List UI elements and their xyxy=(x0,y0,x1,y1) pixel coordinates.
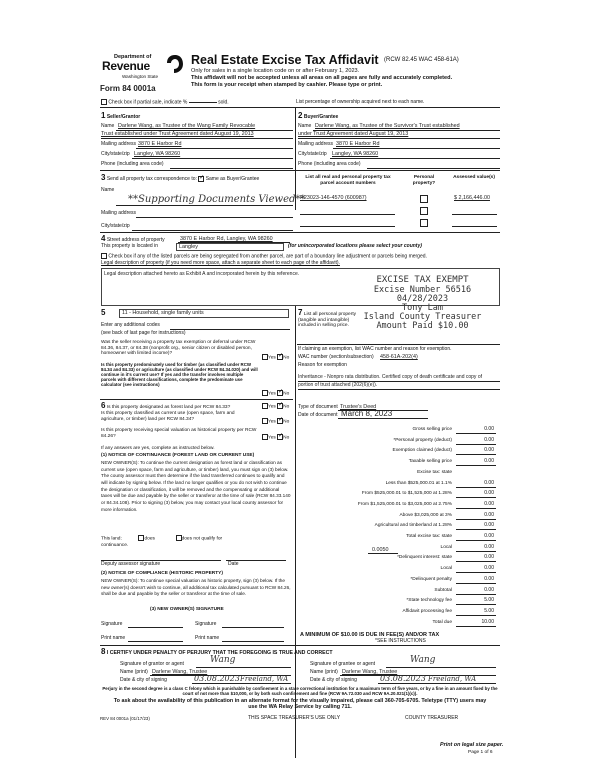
grantor-date-value[interactable]: 03.08.2023 xyxy=(194,674,240,683)
tax-row-value[interactable]: 10.00 xyxy=(481,619,494,625)
buyer-heading: 2 Buyer/Grantee xyxy=(298,111,339,120)
grantor-sig-label: Signature of grantor or agent xyxy=(120,661,184,667)
tax-row-label: Local xyxy=(440,545,452,550)
tax-row-label: *Personal property (deduct) xyxy=(393,438,452,443)
treasurer-use-label: THIS SPACE TREASURER'S USE ONLY xyxy=(248,715,341,721)
tax-row-value[interactable]: 0.00 xyxy=(484,565,494,571)
corr-name-label: Name xyxy=(101,187,115,193)
doc-date-value[interactable]: March 8, 2023 xyxy=(341,409,393,418)
ownership-note: List percentage of ownership acquired next to each name. xyxy=(296,99,425,105)
tax-row-value[interactable]: 0.00 xyxy=(484,490,494,496)
tax-row-label: Gross selling price xyxy=(412,427,452,432)
same-as-buyer-checkbox[interactable] xyxy=(198,176,204,182)
doc-date-label: Date of document xyxy=(298,412,338,418)
deputy-date-label: Date xyxy=(228,561,239,567)
tax-row-value[interactable]: 5.00 xyxy=(484,597,494,603)
buyer-mailing-value[interactable]: 3870 E Harbor Rd xyxy=(336,141,380,147)
stamp-line-5: Island County Treasurer xyxy=(363,312,482,323)
dept-of-label: Department of xyxy=(114,54,152,60)
stamp-line-4: Tony Lam xyxy=(402,303,443,314)
wac-value[interactable]: 458-61A-202(4) xyxy=(380,354,418,360)
forest-no-checkbox[interactable] xyxy=(277,403,283,409)
seller-name-line2[interactable]: Trust established under Trust Agreement dated August 19, 2013 xyxy=(101,131,254,137)
page-number: Page 1 of 6 xyxy=(468,750,493,755)
tax-row-value[interactable]: 0.00 xyxy=(484,576,494,582)
segregated-row: Check box if any of the listed parcels are being segregated from another parcel, are part of a boundary line adjustment or parcels being merged. xyxy=(101,253,427,260)
tax-row-label: Exemption claimed (deduct) xyxy=(392,448,452,453)
grantee-sig-label: Signature of grantee or agent xyxy=(310,661,376,667)
form-statute: (RCW 82.45 WAC 458-61A) xyxy=(384,57,459,63)
assessed-value-col-header: Assessed value(s) xyxy=(453,175,495,180)
partial-sale-checkbox[interactable] xyxy=(101,99,107,105)
historic-question: Is this property receiving special valuation as historical property per RCW 84.26? xyxy=(101,428,257,439)
tax-row-label: Local xyxy=(440,566,452,571)
personal-property-checkbox-2[interactable] xyxy=(420,207,428,215)
seller-city-label: City/state/zip xyxy=(101,151,130,157)
revision-label: REV 84 0001a (01/17/23) xyxy=(100,716,150,721)
partial-sale-row xyxy=(101,99,229,106)
section-7-row: 7 List all personal property (tangible and intangible) included in selling price. xyxy=(298,308,357,329)
tax-row-label: Excise tax: state xyxy=(417,470,452,475)
seller-name-line1[interactable]: Darlene Wang, as Trustee of the Wang Family Revocable xyxy=(118,123,256,129)
tax-row-value[interactable]: 0.00 xyxy=(484,512,494,518)
new-owner-signature-heading: (3) NEW OWNER(S) SIGNATURE xyxy=(150,607,224,612)
historic-no-checkbox[interactable] xyxy=(277,434,283,440)
notice-2-title: (2) NOTICE OF COMPLIANCE (HISTORIC PROPERTY) xyxy=(101,571,223,576)
tax-row-value[interactable]: 0.00 xyxy=(484,458,494,464)
exemption-question: Was the seller receiving a property tax exemption or deferral under RCW 84.36, 84.37, or 84.38 (nonprofit org., senior citizen or disabled person, homeowner with limited income)? xyxy=(101,340,256,357)
if-yes-note: If any answers are yes, complete as instructed below. xyxy=(101,446,215,451)
forest-question-row: 6 Is this property designated as forest land per RCW 84.33? xyxy=(101,401,231,410)
treasurer-stamp xyxy=(355,276,490,332)
personal-property-checkbox-1[interactable] xyxy=(420,195,428,203)
tax-row-value[interactable]: 0.00 xyxy=(484,447,494,453)
grantee-name-value[interactable]: Darlene Wang, Trustee xyxy=(342,669,398,675)
stamp-line-2: Excise Number 56516 xyxy=(373,284,472,295)
forest-yes-no: Yes ✓ No xyxy=(262,403,289,410)
tax-row-label: Above $3,025,000 at 3% xyxy=(399,513,452,518)
perjury-notice: Perjury in the second degree is a class C felony which is punishable by confinement in a state correctional institution for a maximum term of five years, or by a fine in an amount fixed by the court of not more than $10,000, or by both such confinement and fine (RCW 9A.72.030 and RCW 9A.20.021(1)(c)). xyxy=(102,686,498,697)
located-select[interactable]: Langley xyxy=(176,243,284,251)
buyer-name-line1[interactable]: Darlene Wang, as Trustee of the Survivor's Trust established xyxy=(315,123,460,129)
buyer-mailing-label: Mailing address xyxy=(298,141,334,147)
tax-row-label: Agricultural and timberland at 1.28% xyxy=(374,523,452,528)
section-5-number: 5 xyxy=(101,308,106,317)
land-use-select[interactable]: 11 - Household, single family units xyxy=(119,309,289,318)
form-number: Form 84 0001a xyxy=(100,84,156,93)
stamp-line-3: 04/28/2023 xyxy=(396,293,449,304)
doc-type-label: Type of document xyxy=(298,404,338,410)
tax-row-value[interactable]: 0.00 xyxy=(484,533,494,539)
seller-mailing-label: Mailing address xyxy=(101,141,137,147)
local-rate-value[interactable]: 0.0050 xyxy=(372,547,389,553)
street-row: 4 Street address of property xyxy=(101,234,165,243)
parcel-number-1[interactable]: R23023-146-4570 (600987) xyxy=(300,195,367,201)
grantee-date-value[interactable]: 03.08.2023 xyxy=(380,674,426,683)
tax-row-value[interactable]: 0.00 xyxy=(484,544,494,550)
notice-2-text: NEW OWNER(S): To continue special valuation as historic property, sign (3) below. If the new owner(s) doesn't wish to continue, all additional tax calculated pursuant to RCW 84.26, shall be due and payable by the seller or transferor at the time of sale. xyxy=(101,578,291,597)
exemption-claim-text: If claiming an exemption, list WAC number and reason for exemption. xyxy=(298,346,452,352)
assessed-value-1[interactable]: $ 2,166,446.00 xyxy=(454,195,490,201)
tax-row-label: *State technology fee xyxy=(406,598,452,603)
legal-desc-value: Legal description attached hereto as Exhibit A and incorporated herein by this reference. xyxy=(104,271,300,277)
tax-row-label: Taxable selling price xyxy=(408,459,452,464)
grantee-signature[interactable]: Wang xyxy=(410,655,436,665)
tax-row-value[interactable]: 0.00 xyxy=(484,587,494,593)
grantor-date-label: Date & city of signing xyxy=(120,677,167,683)
tax-row-label: Affidavit processing fee xyxy=(402,609,452,614)
timber-no-checkbox[interactable] xyxy=(277,390,283,396)
tax-row-label: From $525,000.01 to $1,525,000 at 1.28% xyxy=(361,491,452,496)
seller-heading: 1 Seller/Grantor xyxy=(101,111,141,120)
notice-1-title: (1) NOTICE OF CONTINUANCE (FOREST LAND OR CURRENT USE) xyxy=(101,453,255,458)
grantor-city-value[interactable]: Freeland, WA xyxy=(240,675,289,683)
see-instructions-note: *SEE INSTRUCTIONS xyxy=(375,638,426,644)
corr-city-label: City/state/zip xyxy=(101,223,130,229)
form-title: Real Estate Excise Tax Affidavit xyxy=(191,53,379,67)
header-note-1: Only for sales in a single location code on or after February 1, 2023. xyxy=(191,68,360,74)
located-label: This property is located in xyxy=(101,243,158,249)
minimum-due-note: A MINIMUM OF $10.00 IS DUE IN FEE(S) AND/OR TAX xyxy=(300,632,440,638)
grantee-name-label: Name (print) xyxy=(310,669,338,675)
alt-format-notice: To ask about the availability of this publication in an alternate format for the visually impaired, please call 360-705-6705. Teletype (TTY) users may use the WA Relay Service by calling 711. xyxy=(113,698,487,711)
tax-row-value[interactable]: 0.00 xyxy=(484,426,494,432)
partial-sold-label: sold. xyxy=(218,99,229,106)
grantor-signature[interactable]: Wang xyxy=(210,655,236,665)
located-note: (for unincorporated locations please select your county) xyxy=(288,243,422,249)
seller-phone-label: Phone (including area code) xyxy=(101,161,164,167)
historic-yes-no: Yes ✓ No xyxy=(262,434,289,441)
grantee-city-value[interactable]: Freeland, WA xyxy=(428,675,477,683)
header-note-3: This form is your receipt when stamped by cashier. Please type or print. xyxy=(191,82,383,88)
seller-name-label: Name xyxy=(101,123,115,129)
reason-value[interactable]: Inheritance - Nonpro rata distribution. Certified copy of death certificate and copy of portion of trust attached (202(6)(e)). xyxy=(298,374,482,388)
header-note-2: This affidavit will not be accepted unless all areas on all pages are fully and accurately completed. xyxy=(191,75,453,81)
exemption-yes-no: Yes ✓ No xyxy=(262,354,289,361)
tax-row-value[interactable]: 5.00 xyxy=(484,608,494,614)
seller-city-value[interactable]: Langley, WA 98260 xyxy=(134,151,181,157)
street-address-value[interactable]: 3870 E Harbor Rd, Langley, WA 98260 xyxy=(180,236,273,242)
buyer-name-line2[interactable]: under Trust Agreement dated August 19, 2013 xyxy=(298,131,409,137)
personal-property-checkbox-3[interactable] xyxy=(420,219,428,227)
county-treasurer-label: COUNTY TREASURER xyxy=(405,715,459,721)
timber-question: Is this property predominately used for timber (as classified under RCW 84.34 and 84.33) or agriculture (as classified under RCW 84.34.020) and will continue in it's current use? If yes and the transfer involves multiple parcels with different classifications, complete the predominate use calculator (see instructions) xyxy=(101,362,258,388)
tax-row-label: Subtotal xyxy=(434,588,452,593)
tax-row-value[interactable]: 0.00 xyxy=(484,437,494,443)
dept-revenue-label: Revenue xyxy=(102,59,150,73)
timber-yes-no: Yes ✓ No xyxy=(262,390,289,397)
dept-state-label: Washington State xyxy=(122,74,159,79)
open-space-no-checkbox[interactable] xyxy=(277,418,283,424)
doc-type-value[interactable]: Trustee's Deed xyxy=(340,404,377,410)
seller-mailing-value[interactable]: 3870 E Harbor Rd xyxy=(138,141,182,147)
new-owner-signature-2-label: Signature xyxy=(195,621,217,627)
correspondence-heading: 3 Send all property tax correspondence to: ✓ Same as Buyer/Grantee xyxy=(101,173,259,183)
buyer-phone-label: Phone (including area code) xyxy=(298,161,361,167)
new-owner-print-2-label: Print name xyxy=(195,635,220,641)
supporting-docs-stamp: **Supporting Documents Viewed** xyxy=(128,194,306,205)
tax-row-label: Total excise tax: state xyxy=(406,534,452,539)
grantee-date-label: Date & city of signing xyxy=(310,677,357,683)
grantor-name-value[interactable]: Darlene Wang, Trustee xyxy=(152,669,208,675)
continuance-label: continuance. xyxy=(101,543,129,548)
wac-label: WAC number (section/subsection) xyxy=(298,354,374,360)
tax-row-value[interactable]: 0.00 xyxy=(484,554,494,560)
dor-emblem-icon xyxy=(166,54,184,74)
tax-row-label: Total due xyxy=(432,620,452,625)
tax-row-label: Less than $525,000.01 at 1.1% xyxy=(385,481,452,486)
new-owner-signature-1-label: Signature xyxy=(101,621,123,627)
certify-heading: 8 I CERTIFY UNDER PENALTY OF PERJURY THAT THE FOREGOING IS TRUE AND CORRECT xyxy=(101,647,333,656)
tax-row-value[interactable]: 0.00 xyxy=(484,522,494,528)
notice-1-text: NEW OWNER(S): To continue the current designation as forest land or classification as current use (open space, farm and agriculture, or timber) land, you must sign on (3) below. The county assessor must then determine if the land transferred continues to qualify and will indicate by signing below. If the land no longer qualifies or you do not wish to continue the designation or classification, it will be removed and the compensating or additional taxes will be due and payable by the seller or transferor at the time of sale (RCW 84.33.140 or 84.34.108). Prior to signing (3) below, you may contact your local county assessor for more information. xyxy=(101,460,291,512)
buyer-city-value[interactable]: Langley, WA 98260 xyxy=(332,151,379,157)
tax-row-value[interactable]: 0.00 xyxy=(484,480,494,486)
grantor-name-label: Name (print) xyxy=(120,669,148,675)
tax-row-value[interactable]: 0.00 xyxy=(484,501,494,507)
personal-property-col-header: Personal property? xyxy=(412,175,436,186)
open-space-question: Is this property classified as current use (open space, farm and agriculture, or timber) land per RCW 84.34? xyxy=(101,411,235,422)
stamp-line-6: Amount Paid $10.00 xyxy=(376,321,469,332)
corr-mailing-label: Mailing address xyxy=(101,210,137,216)
exemption-no-checkbox[interactable] xyxy=(277,354,283,360)
personal-property-box[interactable] xyxy=(298,330,500,342)
new-owner-print-1-label: Print name xyxy=(101,635,126,641)
see-back-label: (see back of last page for instructions) xyxy=(101,330,186,336)
segregated-checkbox[interactable] xyxy=(101,253,107,259)
deputy-signature-label: Deputy assessor signature xyxy=(101,561,161,567)
buyer-city-label: City/state/zip xyxy=(298,151,327,157)
tax-row-label: From $1,525,000.01 to $3,025,000 at 2.75% xyxy=(357,502,452,507)
buyer-name-label: Name xyxy=(298,123,312,129)
partial-sale-label: Check box if partial sale, indicate % xyxy=(108,99,188,106)
legal-desc-label: Legal description of property (if you need more space, attach a separate sheet to each page of the affidavit). xyxy=(101,260,340,266)
additional-codes-label: Enter any additional codes xyxy=(101,322,160,328)
stamp-line-1: EXCISE TAX EXEMPT xyxy=(376,275,469,285)
legal-paper-note: Print on legal size paper. xyxy=(440,742,504,748)
reason-label: Reason for exemption xyxy=(298,362,347,368)
tax-row-label: *Delinquent interest: state xyxy=(397,555,452,560)
this-land-row: This land: does does not qualify for xyxy=(101,536,223,542)
parcels-col-header: List all real and personal property tax parcel account numbers xyxy=(305,175,391,186)
open-space-yes-no: Yes ✓ No xyxy=(262,418,289,425)
tax-row-label: *Delinquent penalty xyxy=(410,577,452,582)
